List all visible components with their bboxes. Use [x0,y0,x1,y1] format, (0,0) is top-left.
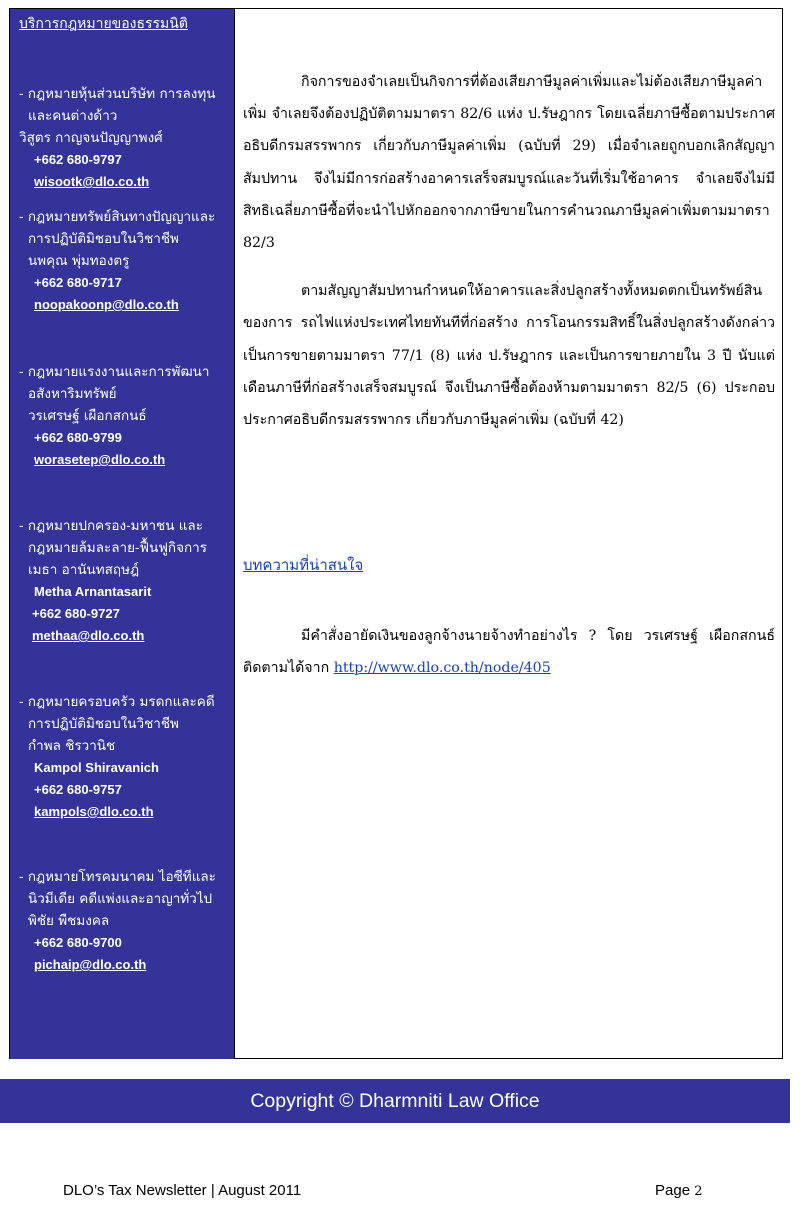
page-number: 2 [694,1184,703,1199]
contact-phone: +662 680-9700 [34,935,122,950]
newsletter-label: DLO’s Tax Newsletter | August 2011 [63,1182,302,1199]
contact-area-line: นิวมีเดีย คดีแพ่งและอาญาทั่วไป [28,891,213,907]
page-indicator [655,1182,702,1199]
contact-email-link[interactable]: noopakoonp@dlo.co.th [34,297,179,312]
article-paragraph-1: กิจการของจำเลยเป็นกิจการที่ต้องเสียภาษีมูลค่าเพิ่มและไม่ต้องเสียภาษีมูลค่าเพิ่ม จำเลยจึงต้องปฏิบัติตามมาตรา 82/6 แห่ง ป.รัษฎากร โดยเฉลี่ยภาษีซื้อตามประกาศอธิบดีกรมสรรพากร เกี่ยวกับภาษีมูลค่าเพิ่ม (ฉบับที่ 29) เมื่อจำเลยถูกบอกเลิกสัญญาสัมปทาน จึงไม่มีการก่อสร้างอาคารเสร็จสมบูรณ์และวันที่เริ่มใช้อาคาร จำเลยจึงไม่มีสิทธิเฉลี่ยภาษีซื้อที่จะนำไปหักออกจากภาษีขายในการคำนวณภาษีมูลค่าเพิ่มตามมาตรา 82/3 [243,74,775,252]
contact-phone: +662 680-9799 [34,430,122,445]
contact-card [19,83,233,193]
contact-area-line: การปฏิบัติมิชอบในวิชาชีพ [28,231,179,247]
contact-email-link[interactable]: pichaip@dlo.co.th [34,957,147,972]
contact-area-line: อสังหาริมทรัพย์ [28,386,117,402]
contact-phone: +662 680-9757 [34,782,122,797]
page-label: Page [655,1182,695,1199]
contact-area-line: - กฎหมายโทรคมนาคม ไอซีทีและ [19,869,216,885]
contact-english-name: Metha Arnantasarit [34,584,152,599]
contact-phone: +662 680-9727 [32,606,120,621]
contact-email-link[interactable]: wisootk@dlo.co.th [34,174,150,189]
copyright-banner: Copyright © Dharmniti Law Office [0,1079,790,1123]
contact-email-link[interactable]: worasetep@dlo.co.th [34,452,166,467]
contact-area-line: การปฏิบัติมิชอบในวิชาชีพ [28,716,179,732]
contact-card [19,515,233,647]
related-article-paragraph [243,620,775,684]
contact-area-line: กฎหมายล้มละลาย-ฟื้นฟูกิจการ [28,540,207,556]
contact-phone: +662 680-9797 [34,152,122,167]
contact-name: นพคุณ พุ่มทองตรู [28,253,130,269]
article-paragraph-2: ตามสัญญาสัมปทานกำหนดให้อาคารและสิ่งปลูกสร้างทั้งหมดตกเป็นทรัพย์สินของการ รถไฟแห่งประเทศไทยทันทีที่ก่อสร้าง การโอนกรรมสิทธิ์ในสิ่งปลูกสร้างดังกล่าวเป็นการขายตามมาตรา 77/1 (8) แห่ง ป.รัษฎากร และเป็นการขายภายใน 3 ปี นับแต่เดือนภาษีที่ก่อสร้างเสร็จสมบูรณ์ จึงเป็นภาษีซื้อต้องห้ามตามมาตรา 82/5 (6) ประกอบประกาศอธิบดีกรมสรรพากร เกี่ยวกับภาษีมูลค่าเพิ่ม (ฉบับที่ 42) [243,283,775,429]
contact-card [19,206,233,316]
contact-name: กำพล ชิรวานิช [28,738,116,754]
related-article-text: มีคำสั่งอายัดเงินของลูกจ้างนายจ้างทำอย่างไร ? โดย วรเศรษฐ์ เผือกสกนธ์ ติดตามได้จาก [243,628,775,677]
contact-area-line: - กฎหมายทรัพย์สินทางปัญญาและ [19,209,216,225]
article-body [243,66,775,436]
contact-area-line: และคนต่างด้าว [28,108,118,124]
related-article-link[interactable]: http://www.dlo.co.th/node/405 [333,660,551,677]
contact-area-line: - กฎหมายครอบครัว มรดกและคดี [19,694,215,710]
related-articles-heading[interactable]: บทความที่น่าสนใจ [243,556,364,574]
contact-english-name: Kampol Shiravanich [34,760,159,775]
contact-card [19,866,233,976]
contact-email-link[interactable]: kampols@dlo.co.th [34,804,154,819]
sidebar [10,9,235,1059]
contact-name: เมธา อานันทสฤษฎ์ [28,562,140,578]
contact-name: วรเศรษฐ์ เผือกสกนธ์ [28,408,147,424]
contact-card [19,691,233,823]
contact-email-link[interactable]: methaa@dlo.co.th [32,628,145,643]
contact-area-line: - กฎหมายหุ้นส่วนบริษัท การลงทุน [19,86,216,102]
contact-area-line: - กฎหมายปกครอง-มหาชน และ [19,518,203,534]
contact-card [19,361,233,471]
contact-name: วิสูตร กาญจนปัญญาพงศ์ [19,130,163,146]
contact-area-line: - กฎหมายแรงงานและการพัฒนา [19,364,210,380]
contact-name: พิชัย พืชมงคล [28,913,110,929]
contact-phone: +662 680-9717 [34,275,122,290]
sidebar-title[interactable]: บริการกฎหมายของธรรมนิติ [19,16,188,32]
